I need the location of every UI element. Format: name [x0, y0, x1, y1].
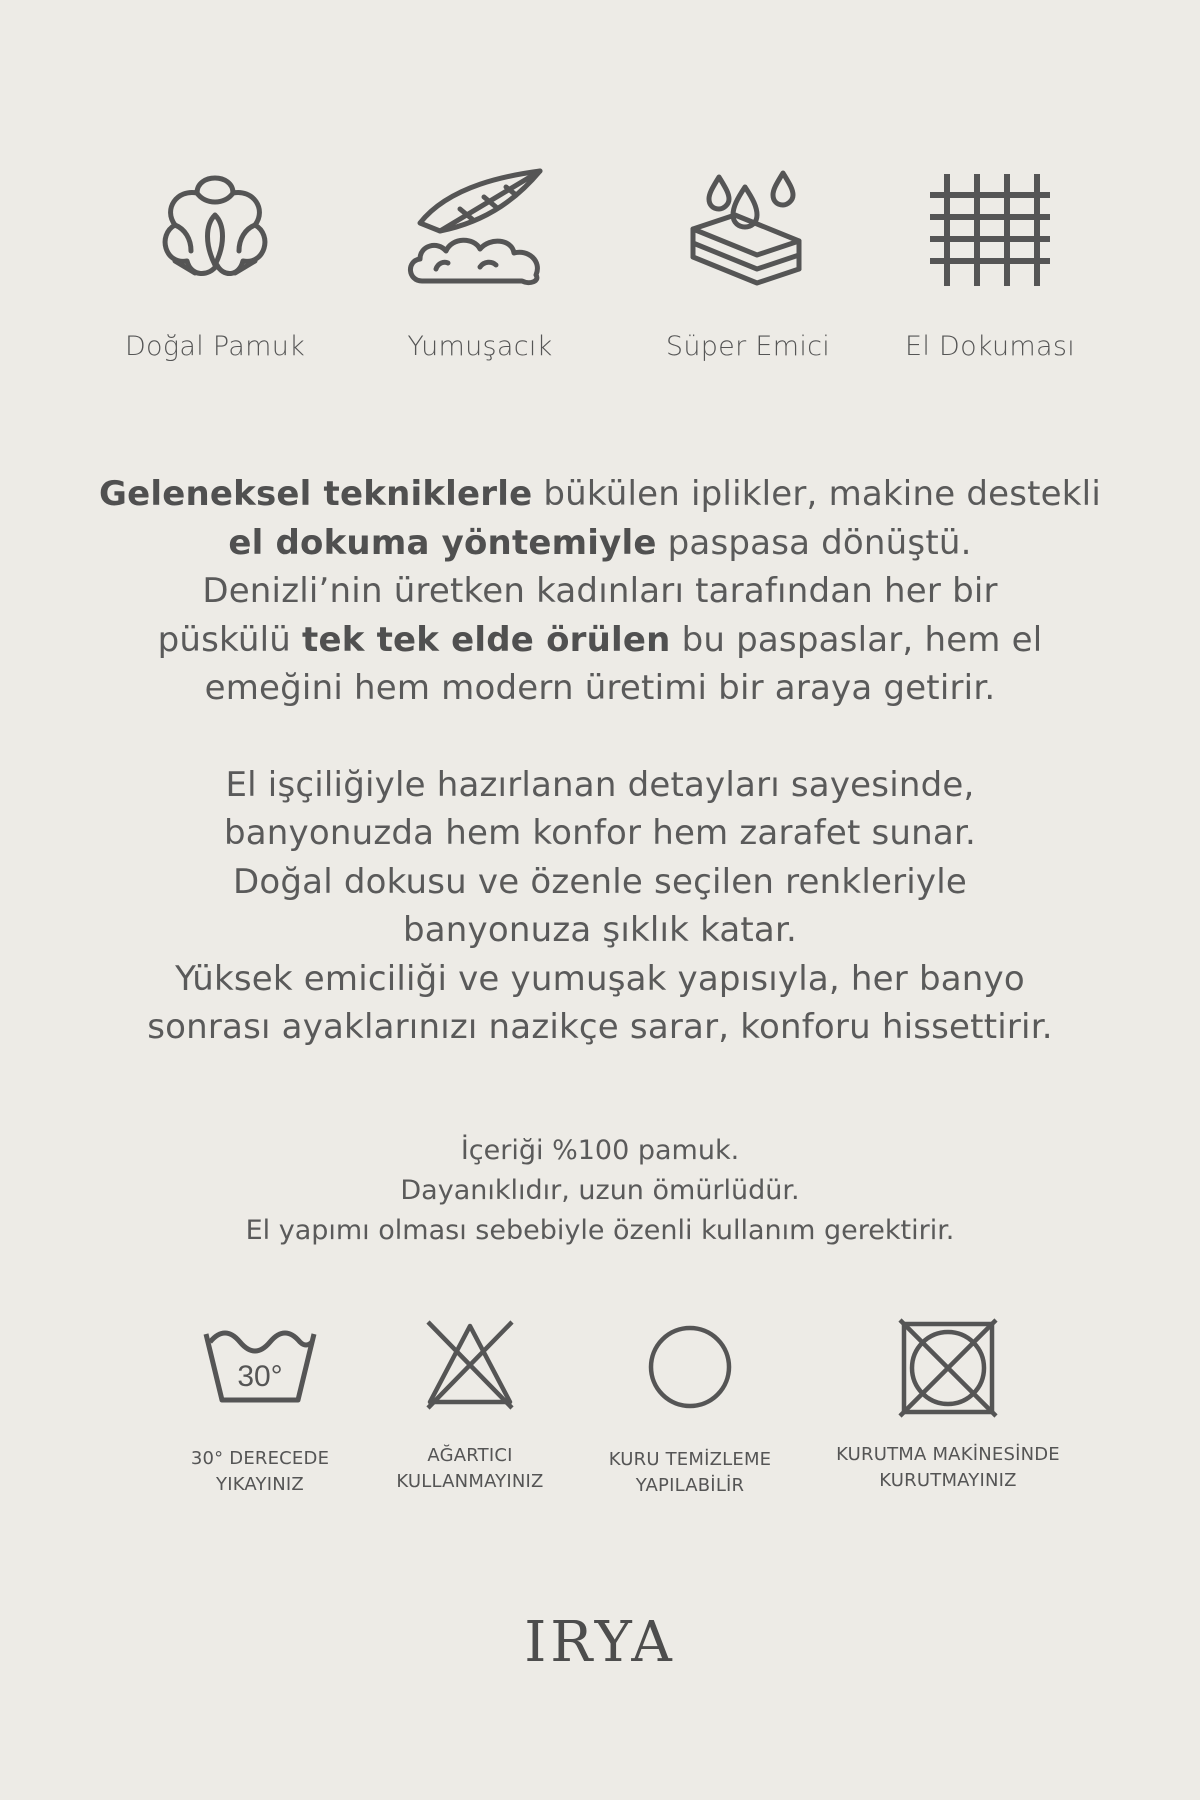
care-no-bleach	[370, 1316, 570, 1495]
feature-label: Süper Emici	[665, 331, 831, 362]
feature-super-absorbent	[638, 165, 858, 362]
woven-pattern-icon	[925, 165, 1055, 295]
description-line: El işçiliğiyle hazırlanan detayları sayesinde,	[225, 764, 975, 805]
description-line: Denizli’nin üretken kadınları tarafından her bir	[202, 571, 998, 611]
care-label-line: KURUTMA MAKİNESİNDE	[836, 1444, 1060, 1465]
text: paspasa dönüştü.	[656, 522, 972, 563]
wash-temperature: 30°	[237, 1360, 283, 1393]
bold-text: Geleneksel tekniklerle	[99, 474, 533, 514]
absorbent-layers-icon	[673, 165, 823, 295]
care-label	[818, 1442, 1078, 1494]
no-tumble-dry-icon	[896, 1316, 1000, 1420]
feature-natural-cotton	[105, 165, 325, 362]
care-label-line: KURUTMAYINIZ	[879, 1470, 1017, 1491]
feature-label: El Dokuması	[904, 331, 1076, 362]
cotton-icon	[145, 165, 285, 295]
care-label	[590, 1447, 790, 1499]
description-line: banyonuzda hem konfor hem zarafet sunar.	[223, 813, 977, 853]
description-line: Doğal dokusu ve özenle seçilen renkleriyle	[233, 861, 967, 902]
care-label-line: KURU TEMİZLEME	[608, 1449, 772, 1470]
description-line: sonrası ayaklarınızı nazikçe sarar, konforu hissettirir.	[147, 1007, 1053, 1047]
feature-label: Yumuşacık	[407, 331, 553, 362]
care-label	[160, 1446, 360, 1498]
description-line	[60, 616, 1140, 665]
description-line: Yüksek emiciliği ve yumuşak yapısıyla, her banyo	[175, 958, 1025, 999]
feature-cloud-icon	[400, 165, 560, 295]
care-dry-clean	[590, 1322, 790, 1499]
description-line	[60, 470, 1140, 519]
brand-logo: IRYA	[524, 1610, 676, 1675]
care-wash-30	[160, 1320, 360, 1498]
description-line	[60, 519, 1140, 568]
care-label-line: YIKAYINIZ	[216, 1474, 304, 1495]
text: bükülen iplikler, makine destekli	[532, 474, 1101, 514]
bold-text: tek tek elde örülen	[302, 619, 671, 660]
info-line: İçeriği %100 pamuk.	[460, 1135, 740, 1166]
care-label-line: YAPILABİLİR	[635, 1475, 745, 1496]
care-no-tumble-dry	[818, 1316, 1078, 1494]
info-line: El yapımı olması sebebiyle özenli kullanım gerektirir.	[245, 1215, 955, 1246]
wash-30-icon	[200, 1320, 320, 1410]
bold-text: el dokuma yöntemiyle	[228, 522, 657, 563]
info-line: Dayanıklıdır, uzun ömürlüdür.	[400, 1175, 800, 1206]
care-label-line: AĞARTICI	[427, 1445, 513, 1466]
text: püskülü	[157, 619, 303, 660]
care-label-line: 30° DERECEDE	[190, 1448, 330, 1469]
dry-clean-icon	[645, 1322, 735, 1412]
description-line: banyonuza şıklık katar.	[402, 910, 798, 950]
text: bu paspaslar, hem el	[670, 619, 1043, 660]
no-bleach-icon	[420, 1316, 520, 1412]
paragraph-gap	[60, 713, 1140, 761]
product-info	[100, 1131, 1100, 1251]
feature-soft	[370, 165, 590, 362]
care-label-line: KULLANMAYINIZ	[396, 1471, 544, 1492]
product-description	[60, 470, 1140, 1052]
description-line: emeğini hem modern üretimi bir araya getirir.	[204, 668, 996, 708]
feature-label: Doğal Pamuk	[124, 331, 306, 362]
feature-handwoven	[880, 165, 1100, 362]
care-label	[370, 1443, 570, 1495]
